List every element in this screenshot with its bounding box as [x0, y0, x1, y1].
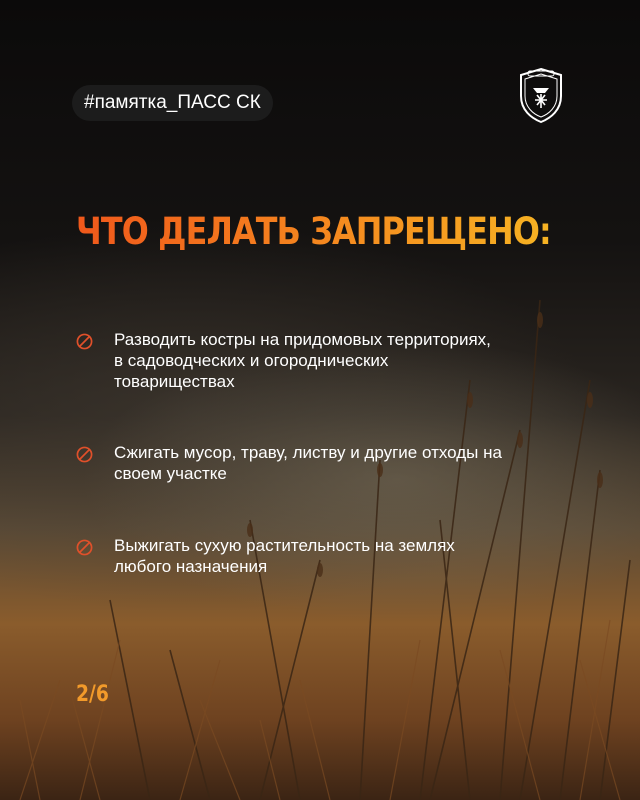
- list-item-text: Сжигать мусор, траву, листву и другие отходы на своем участке: [114, 443, 502, 483]
- list-item-text: Выжигать сухую растительность на землях любого назначения: [114, 536, 455, 576]
- page-indicator: 2/6: [76, 682, 109, 707]
- list-item-text: Разводить костры на придомовых территориях, в садоводческих и огороднических товариществах: [114, 330, 491, 391]
- prohibited-icon: [76, 539, 93, 556]
- pass-sk-emblem-icon: [516, 66, 566, 124]
- prohibited-icon: [76, 446, 93, 463]
- hashtag-badge: #памятка_ПАСС СК: [72, 85, 273, 121]
- page-title: ЧТО ДЕЛАТЬ ЗАПРЕЩЕНО:: [76, 210, 551, 253]
- prohibited-icon: [76, 333, 93, 350]
